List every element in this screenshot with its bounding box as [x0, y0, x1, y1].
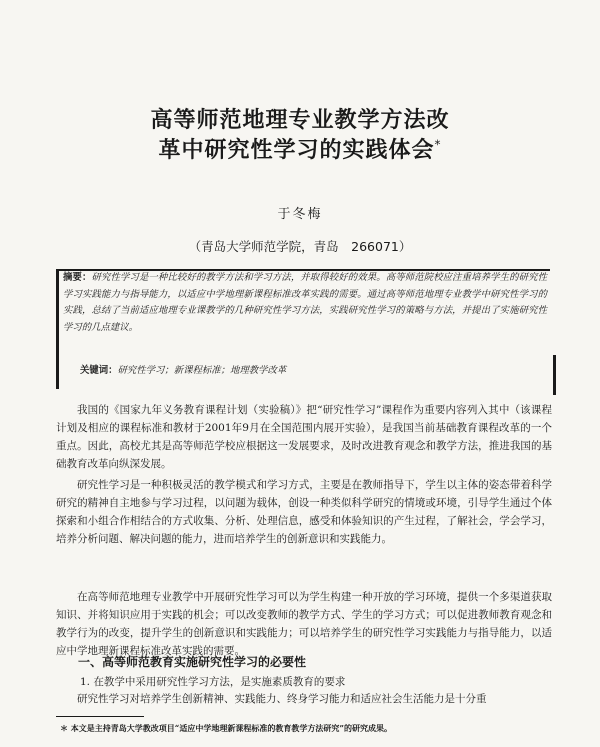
paragraph-3: 在高等师范地理专业教学中开展研究性学习可以为学生构建一种开放的学习环境，提供一个多渠道获取知识、并将知识应用于实践的机会；可以改变教师的教学方式、学生的学习方式；可以促进教师教育观念和教学行为的改变，提升学生的创新意识和实践能力；可以培养学生的研究性学习实践能力与指导能力，以适应中学地理新课程标准改革实践的需要。 — [56, 591, 552, 657]
paragraph-2: 研究性学习是一种积极灵活的教学模式和学习方式，主要是在教师指导下，学生以主体的姿态带着科学研究的精神自主地参与学习过程，以问题为载体，创设一种类似科学研究的情境或环境，引导学生通过个体探索和小组合作相结合的方式收集、分析、处理信息，感受和体验知识的产生过程，了解社会，学会学习，培养分析问题、解决问题的能力，进而培养学生的创新意识和实践能力。 — [56, 479, 552, 545]
abstract-text: 研究性学习是一种比较好的教学方法和学习方法，并取得较好的效果。高等师范院校应注重培养学生的研究性学习实践能力与指导能力，以适应中学地理新课程标准改革实践的需要。通过高等师范地理专业教学中研究性学习的实践，总结了当前适应地理专业课教学的几种研究性学习方法，实践研究性学习的策略与方法，并提出了实施研究性学习的几点建议。 — [63, 272, 547, 333]
footnote-divider — [56, 716, 144, 717]
keywords-text: 研究性学习；新课程标准；地理教学改革 — [117, 365, 287, 376]
title-line-2: 革中研究性学习的实践体会* — [158, 137, 442, 163]
footnote-mark: * — [434, 137, 442, 152]
footnote: ＊ 本文是主持青岛大学教改项目“适应中学地理新课程标准的教育教学方法研究”的研究成果。 — [60, 723, 392, 733]
paragraph-1: 我国的《国家九年义务教育课程计划（实验稿）》把“研究性学习”课程作为重要内容列入其中（该课程计划及相应的课程标准和教材于2001年9月在全国范围内展开实验），是我国当前基础教育课程改革的一个重点。因此，高校尤其是高等师范学校应根据这一发展要求，及时改进教育观念和教学方法，推进我国的基础教育改革向纵深发展。 — [56, 404, 552, 470]
keywords — [80, 362, 540, 376]
keywords-label: 关键词： — [80, 365, 118, 376]
abstract-label: 摘要： — [63, 272, 92, 283]
title-line-1: 高等师范地理专业教学方法改 — [150, 108, 450, 133]
author-affiliation: （青岛大学师范学院，青岛 266071） — [188, 239, 412, 254]
section-heading: 一、高等师范教育实施研究性学习的必要性 — [78, 655, 307, 669]
author-name: 于冬梅 — [277, 207, 323, 222]
section-subheading: 1. 在教学中采用研究性学习方法，是实施素质教育的要求 — [80, 676, 346, 688]
paragraph-4: 研究性学习对培养学生创新精神、实践能力、终身学习能力和适应社会生活能力是十分重 — [77, 693, 487, 705]
abstract — [63, 270, 547, 336]
